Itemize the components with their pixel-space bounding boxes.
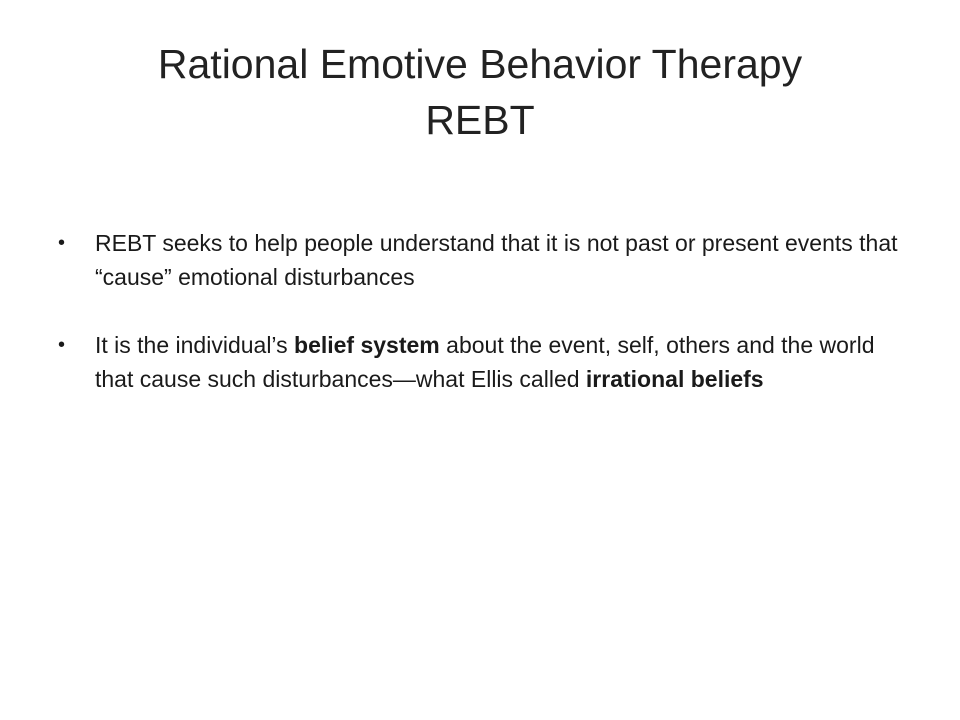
bullet-item (58, 226, 908, 294)
bold-term-irrational-beliefs: irrational beliefs (585, 366, 764, 392)
bullet-item (58, 328, 908, 396)
slide-title (60, 36, 900, 148)
bullet-list (58, 226, 908, 430)
bullet-icon: • (58, 334, 66, 356)
bullet-text: REBT seeks to help people understand that it is not past or present events that “cause” emotional disturbances (95, 230, 898, 290)
bullet-text-part: It is the individual’s (95, 332, 295, 358)
bullet-icon: • (58, 232, 66, 254)
bullet-text (95, 332, 875, 392)
bold-term-belief-system: belief system (294, 332, 440, 358)
title-line-1: Rational Emotive Behavior Therapy (157, 41, 803, 87)
title-line-2: REBT (425, 97, 535, 143)
bullet-text-part: about the event, self, others and the world that cause such disturbances—what Ellis called (95, 332, 875, 392)
